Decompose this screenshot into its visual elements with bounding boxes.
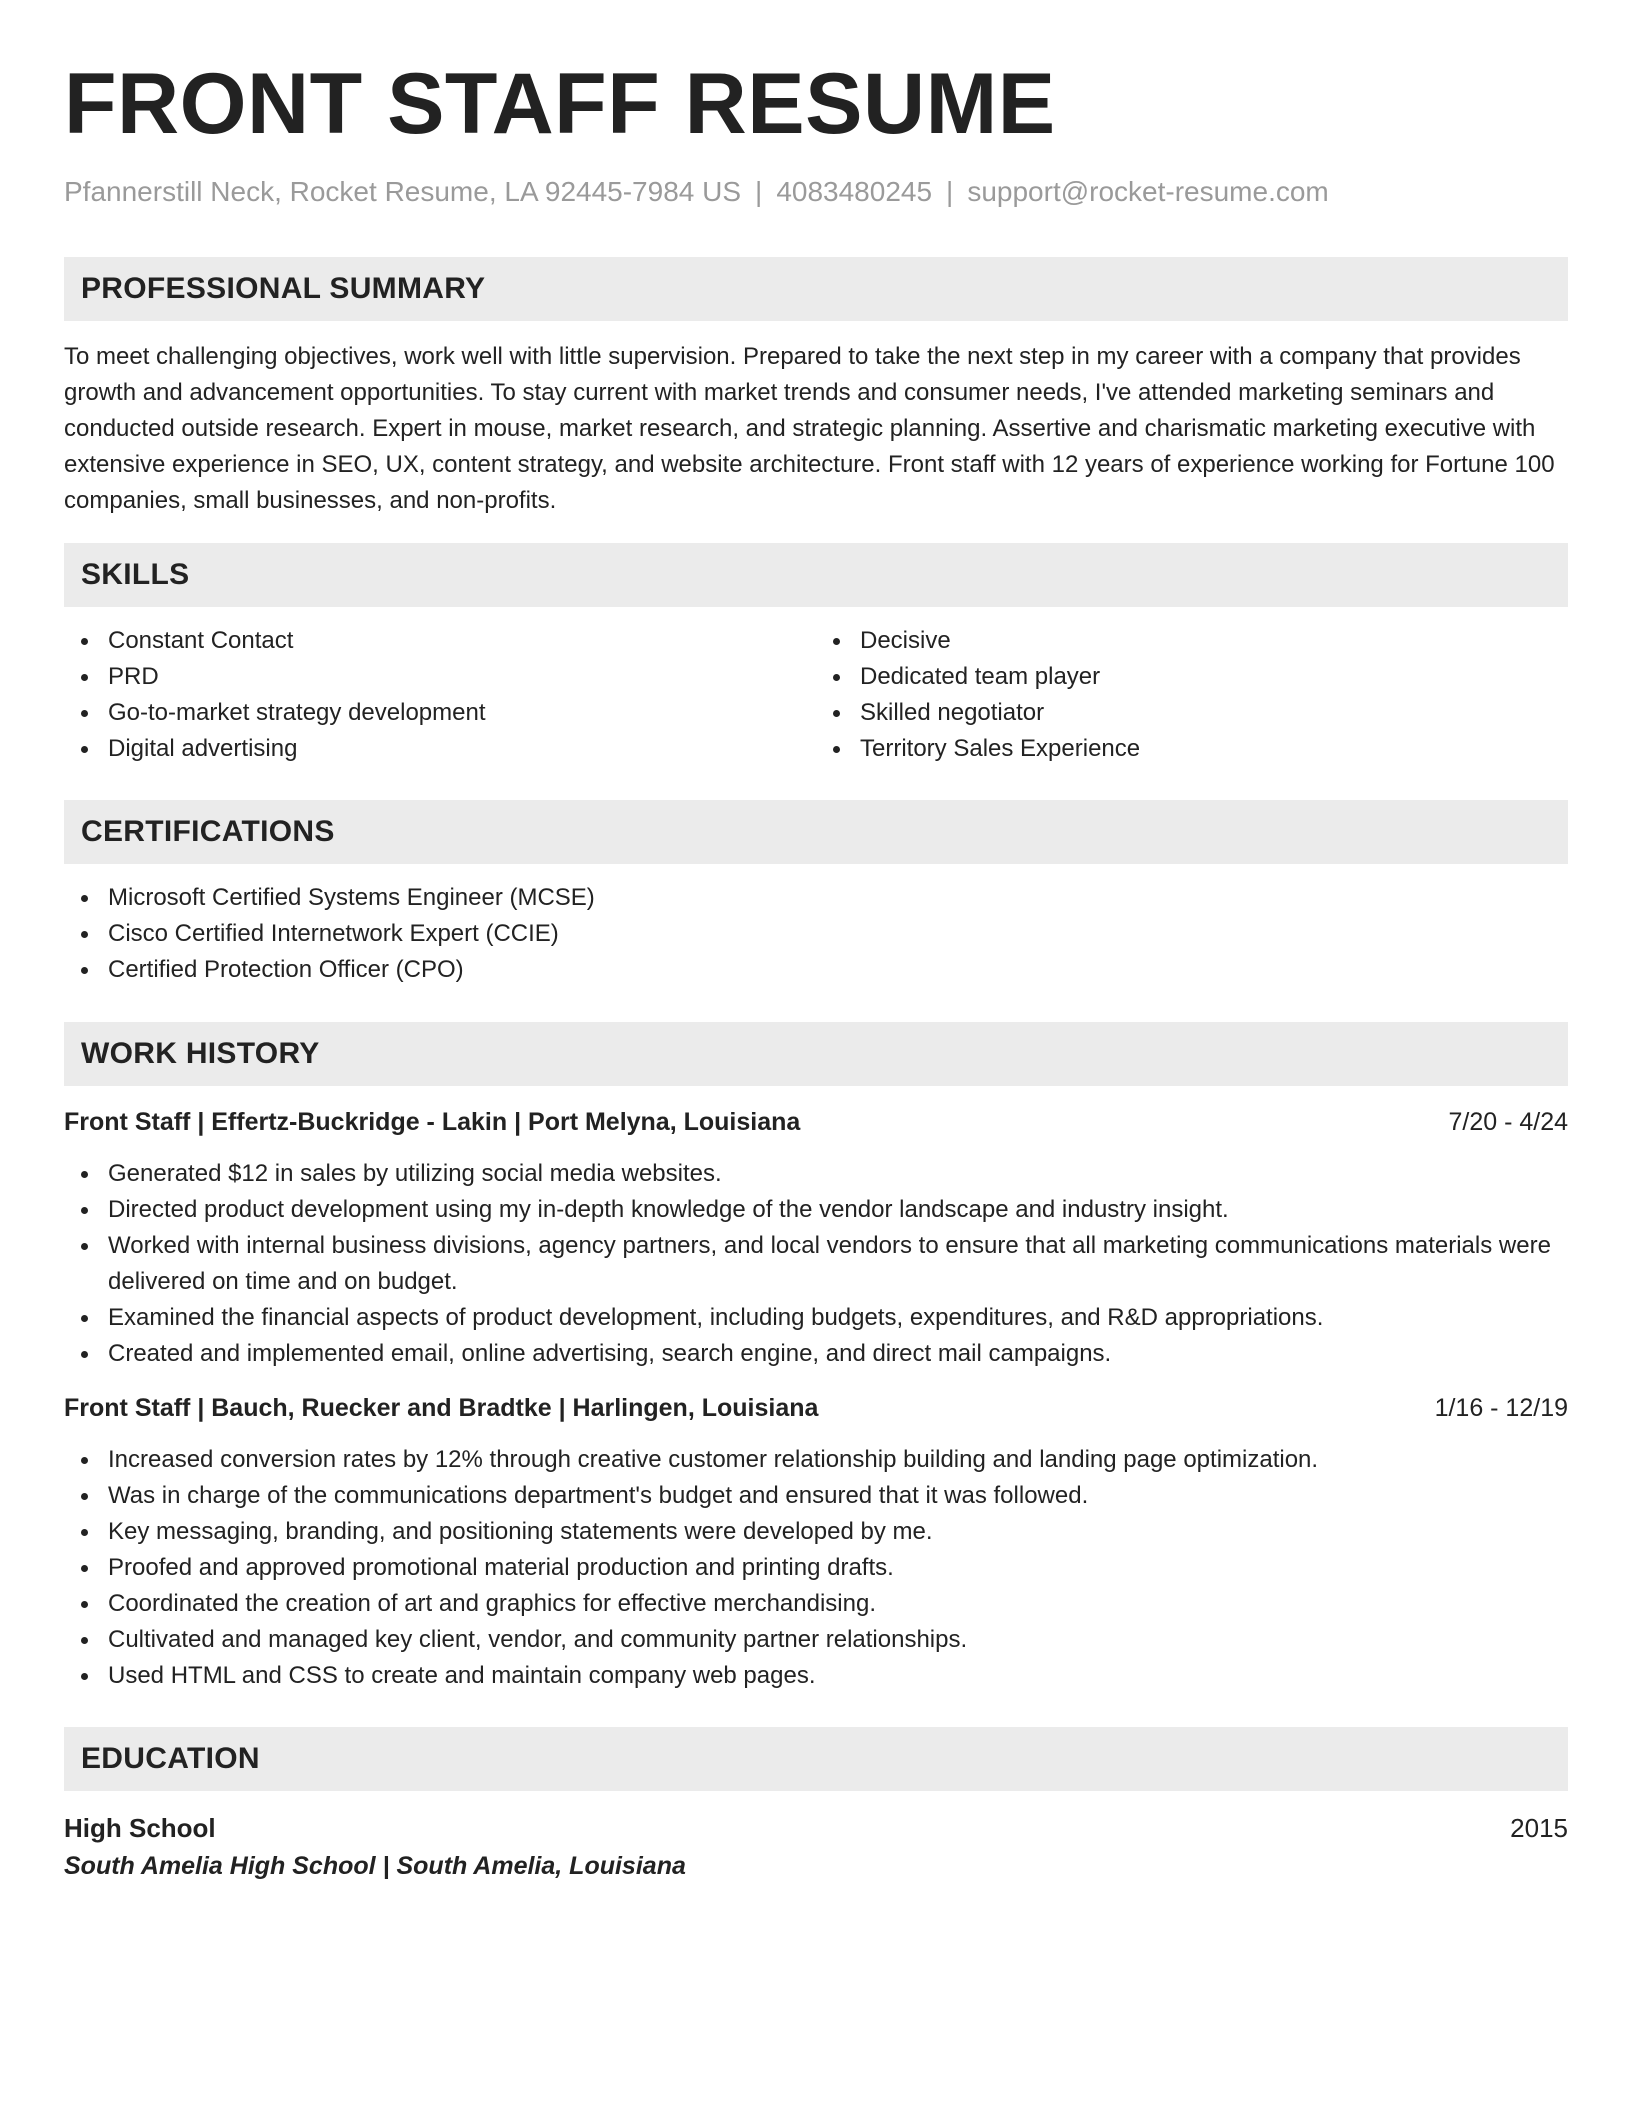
list-item: Increased conversion rates by 12% through creative customer relationship building and landing page optimization. [64,1442,1568,1478]
job-title: Front Staff | Effertz-Buckridge - Lakin | Port Melyna, Louisiana [64,1108,801,1136]
list-item: Directed product development using my in-depth knowledge of the vendor landscape and industry insight. [64,1192,1568,1228]
contact-phone: 4083480245 [776,176,933,207]
summary-text: To meet challenging objectives, work well with little supervision. Prepared to take the next step in my career with a company that provides growth and advancement opportunities. To stay current with market trends and consumer needs, I've attended marketing seminars and conducted outside research. Expert in mouse, market research, and strategic planning. Assertive and charismatic marketing executive with extensive experience in SEO, UX, content strategy, and website architecture. Front staff with 12 years of experience working for Fortune 100 companies, small businesses, and non-profits. [64,343,1555,514]
skills-grid [64,607,1568,767]
section-heading-work-history: WORK HISTORY [64,1022,1568,1086]
job-header [64,1104,1568,1140]
list-item: Go-to-market strategy development [64,695,816,731]
list-item: Territory Sales Experience [816,731,1568,767]
list-item: Examined the financial aspects of product development, including budgets, expenditures, and R&D appropriations. [64,1300,1568,1336]
skills-list-right [816,623,1568,767]
contact-separator: | [755,176,763,207]
job-dates: 7/20 - 4/24 [1448,1108,1568,1136]
education-school: South Amelia High School | South Amelia, Louisiana [64,1852,686,1880]
list-item: Cisco Certified Internetwork Expert (CCIE) [64,916,1568,952]
skills-list-left [64,623,816,767]
certifications-list [64,880,1568,988]
education-header [64,1809,1568,1847]
job-dates: 1/16 - 12/19 [1434,1394,1568,1422]
job-bullets [64,1156,1568,1372]
list-item: Coordinated the creation of art and graphics for effective merchandising. [64,1586,1568,1622]
list-item: Decisive [816,623,1568,659]
contact-email: support@rocket-resume.com [967,176,1329,207]
list-item: Proofed and approved promotional material production and printing drafts. [64,1550,1568,1586]
list-item: Certified Protection Officer (CPO) [64,952,1568,988]
list-item: PRD [64,659,816,695]
list-item: Generated $12 in sales by utilizing social media websites. [64,1156,1568,1192]
section-heading-skills: SKILLS [64,543,1568,607]
job-entry [64,1104,1568,1372]
education-degree: High School [64,1813,216,1843]
job-bullets [64,1442,1568,1694]
contact-line [64,174,1568,210]
section-heading-certifications: CERTIFICATIONS [64,800,1568,864]
contact-address: Pfannerstill Neck, Rocket Resume, LA 92445-7984 US [64,176,742,207]
list-item: Used HTML and CSS to create and maintain company web pages. [64,1658,1568,1694]
list-item: Microsoft Certified Systems Engineer (MCSE) [64,880,1568,916]
education-year: 2015 [1510,1813,1568,1843]
contact-separator: | [946,176,954,207]
list-item: Skilled negotiator [816,695,1568,731]
list-item: Cultivated and managed key client, vendor, and community partner relationships. [64,1622,1568,1658]
job-entry [64,1390,1568,1694]
section-heading-education: EDUCATION [64,1727,1568,1791]
list-item: Digital advertising [64,731,816,767]
job-header [64,1390,1568,1426]
list-item: Created and implemented email, online advertising, search engine, and direct mail campaigns. [64,1336,1568,1372]
job-title: Front Staff | Bauch, Ruecker and Bradtke | Harlingen, Louisiana [64,1394,819,1422]
section-heading-summary: PROFESSIONAL SUMMARY [64,257,1568,321]
list-item: Constant Contact [64,623,816,659]
list-item: Key messaging, branding, and positioning statements were developed by me. [64,1514,1568,1550]
list-item: Was in charge of the communications department's budget and ensured that it was followed. [64,1478,1568,1514]
list-item: Dedicated team player [816,659,1568,695]
resume-title: FRONT STAFF RESUME [64,56,1056,152]
list-item: Worked with internal business divisions, agency partners, and local vendors to ensure that all marketing communications materials were delivered on time and on budget. [64,1228,1568,1300]
